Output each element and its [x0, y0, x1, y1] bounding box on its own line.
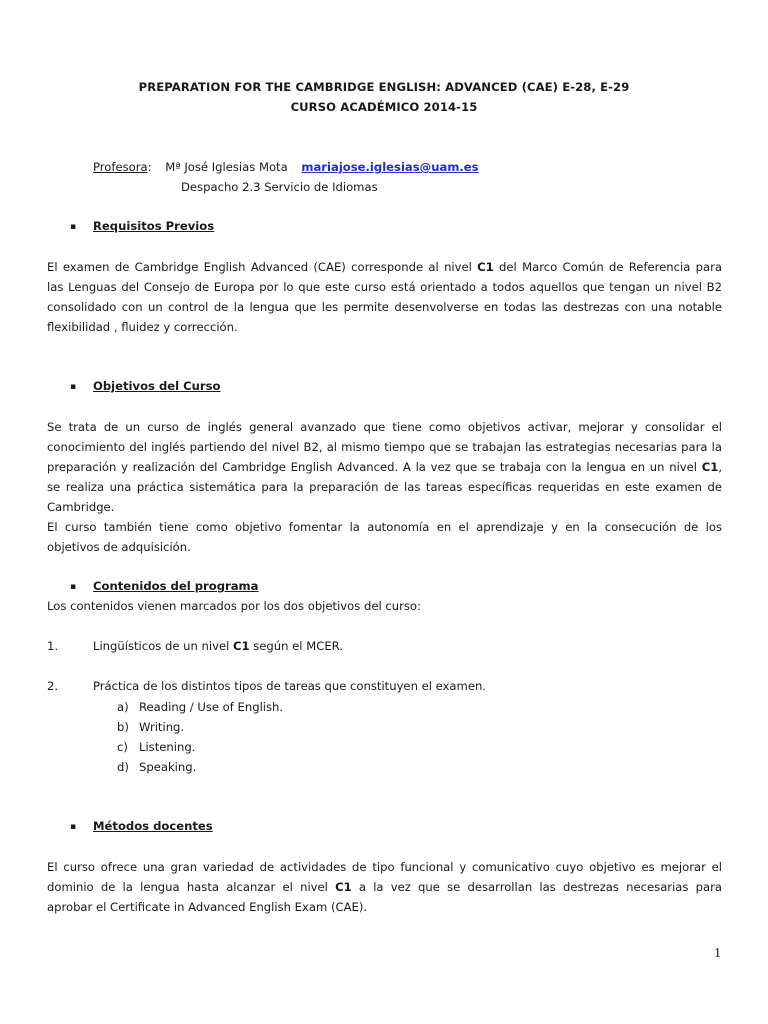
heading-text: Métodos docentes: [93, 819, 213, 833]
text-run: preparación y realización del Cambridge English Advanced. A la vez que se trabaja con la lengua en un nivel: [47, 460, 702, 474]
text-line: consolidado con un control de la lengua que les permite desenvolverse en todas las destrezas con una notable: [47, 300, 722, 314]
text-line: El curso ofrece una gran variedad de actividades de tipo funcional y comunicativo cuyo objetivo es mejorar el: [47, 860, 722, 874]
numbered-item-1: [47, 639, 343, 653]
text-line: Se trata de un curso de inglés general avanzado que tiene como objetivos activar, mejorar y consolidar el: [47, 420, 722, 434]
document-title: PREPARATION FOR THE CAMBRIDGE ENGLISH: ADVANCED (CAE) E-28, E-29: [138, 80, 630, 94]
text-line: conocimiento del inglés partiendo del nivel B2, al mismo tiempo que se trabajan las estrategias necesarias para la: [47, 440, 722, 454]
text-run: El examen de Cambridge English Advanced (CAE) corresponde al nivel: [47, 260, 478, 274]
contenidos-intro: Los contenidos vienen marcados por los dos objetivos del curso:: [47, 599, 421, 613]
professor-office: Despacho 2.3 Servicio de Idiomas: [181, 180, 378, 194]
exam-parts-list: [117, 697, 283, 777]
requisitos-paragraph: [47, 257, 722, 337]
item-letter: a): [117, 700, 129, 714]
heading-text: Contenidos del programa: [93, 579, 259, 593]
level-c1: C1: [233, 639, 250, 653]
text-line: se realiza una práctica sistemática para la preparación de las tareas específicas requeridas en este examen de: [47, 480, 722, 494]
text-line: flexibilidad , fluidez y corrección.: [47, 320, 238, 334]
professor-label: Profesora: [93, 160, 148, 174]
text-line: aprobar el Certificate in Advanced English Exam (CAE).: [47, 900, 368, 914]
text-line: objetivos de adquisición.: [47, 540, 191, 554]
section-heading-objetivos: [70, 379, 221, 393]
text-line: [47, 257, 722, 277]
level-c1: C1: [335, 880, 352, 894]
professor-colon: :: [147, 160, 152, 174]
item-letter: b): [117, 720, 129, 734]
square-bullet-icon: ▪: [70, 822, 77, 832]
professor-email-link[interactable]: mariajose.iglesias@uam.es: [301, 160, 479, 174]
item-number: 2.: [47, 679, 59, 693]
professor-row: [93, 160, 479, 174]
section-heading-requisitos: [70, 219, 214, 233]
text-line: [47, 457, 722, 477]
page-number: 1: [714, 946, 721, 961]
heading-text: Requisitos Previos: [93, 219, 215, 233]
metodos-paragraph: [47, 857, 722, 917]
list-item: [117, 717, 283, 737]
professor-name: Mª José Iglesias Mota: [165, 160, 288, 174]
item-number: 1.: [47, 639, 59, 653]
square-bullet-icon: ▪: [70, 582, 77, 592]
text-run: según el MCER.: [249, 639, 343, 653]
text-run: dominio de la lengua hasta alcanzar el nivel: [47, 880, 336, 894]
text-run: Práctica de los distintos tipos de tareas que constituyen el examen.: [93, 679, 486, 693]
text-line: las Lenguas del Consejo de Europa por lo que este curso está orientado a todos aquellos que tengan un nivel B2: [47, 280, 722, 294]
text-line: Cambridge.: [47, 500, 115, 514]
level-c1: C1: [477, 260, 494, 274]
square-bullet-icon: ▪: [70, 382, 77, 392]
text-run: del Marco Común de Referencia para: [493, 260, 722, 274]
item-text: Writing.: [139, 720, 185, 734]
level-c1: C1: [701, 460, 719, 474]
heading-text: Objetivos del Curso: [93, 379, 221, 393]
text-run: a la vez que se desarrollan las destrezas necesarias para: [351, 880, 722, 894]
text-line: [47, 877, 722, 897]
item-letter: c): [117, 740, 128, 754]
item-text: Speaking.: [139, 760, 197, 774]
list-item: [117, 737, 283, 757]
section-heading-metodos: [70, 819, 213, 833]
text-run: Lingüísticos de un nivel: [93, 639, 233, 653]
text-run: ,: [718, 460, 722, 474]
text-line: El curso también tiene como objetivo fomentar la autonomía en el aprendizaje y en la consecución de los: [47, 520, 722, 534]
square-bullet-icon: ▪: [70, 222, 77, 232]
item-text: Reading / Use of English.: [139, 700, 284, 714]
item-text: Listening.: [139, 740, 196, 754]
list-item: [117, 697, 283, 717]
academic-year-title: CURSO ACADÉMICO 2014-15: [290, 100, 478, 114]
section-heading-contenidos: [70, 579, 258, 593]
numbered-item-2: [47, 679, 486, 693]
item-letter: d): [117, 760, 129, 774]
objetivos-paragraph: [47, 417, 722, 557]
list-item: [117, 757, 283, 777]
